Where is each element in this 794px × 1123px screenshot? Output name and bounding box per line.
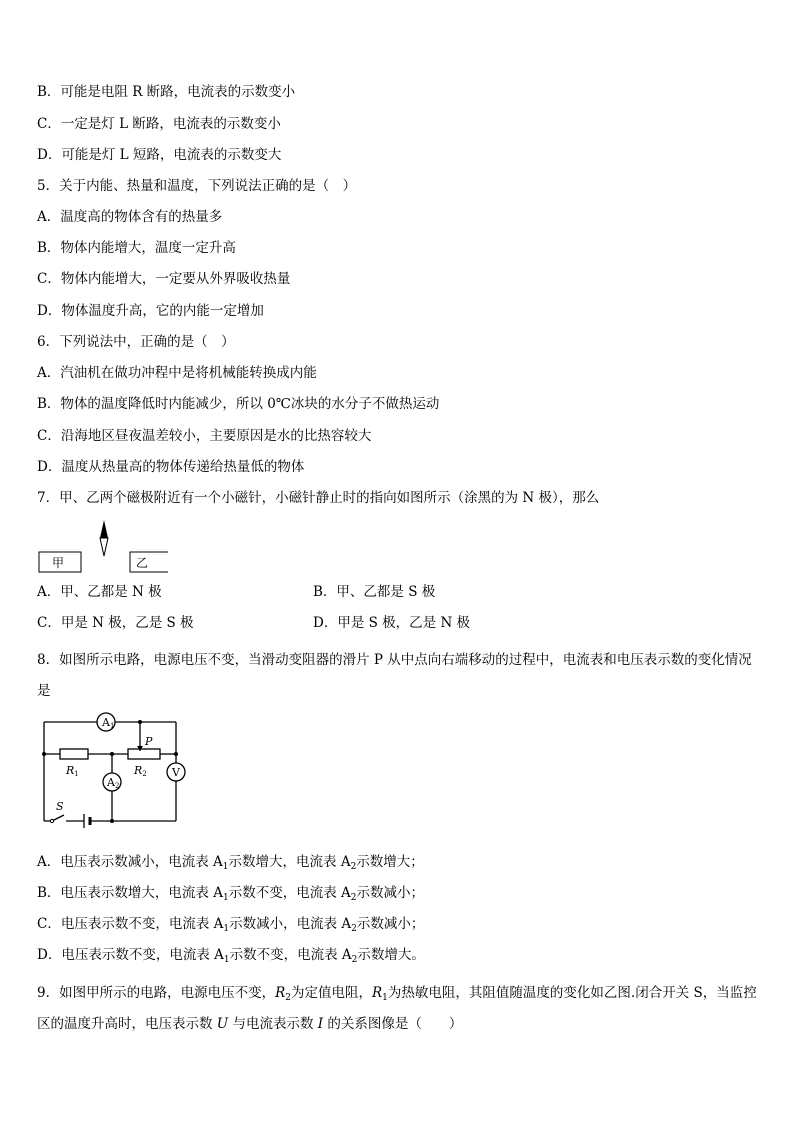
switch-pivot [50, 819, 53, 822]
label-r1: R1 [66, 764, 79, 778]
q8-option-a: A．电压表示数减小，电流表 $A_1$示数增大，电流表 $A_2$示数增大； [37, 854, 424, 872]
q6-option-a: A．汽油机在做功冲程中是将机械能转换成内能 [37, 365, 317, 381]
q6-stem: 6．下列说法中，正确的是（ ） [37, 334, 235, 350]
q8-option-b: B．电压表示数增大，电流表 $A_1$示数不变，电流表 $A_2$示数减小； [37, 885, 424, 903]
q7-option-b: B．甲、乙都是 S 极 [313, 584, 436, 600]
q8-option-d: D．电压表示数不变，电流表 $A_1$示数不变，电流表 $A_2$示数增大。 [37, 947, 425, 965]
q5-stem: 5．关于内能、热量和温度，下列说法正确的是（ ） [37, 178, 357, 194]
resistor-r1 [60, 749, 88, 759]
q7-option-c: C．甲是 N 极，乙是 S 极 [37, 615, 194, 631]
junction-dot [138, 720, 142, 724]
junction-dot [174, 752, 178, 756]
junction-dot [110, 819, 114, 823]
label-a1: A1 [102, 716, 115, 730]
label-v: V [172, 766, 180, 779]
label-r2: R2 [134, 764, 147, 778]
rheostat-r2 [128, 749, 160, 759]
q7-magnet-figure [36, 518, 176, 576]
q5-option-d: D．物体温度升高，它的内能一定增加 [37, 303, 264, 319]
junction-dot [42, 752, 46, 756]
label-a2: A2 [107, 776, 120, 790]
q5-option-c: C．物体内能增大，一定要从外界吸收热量 [37, 271, 291, 287]
q8-option-c: C．电压表示数不变，电流表 $A_1$示数减小，电流表 $A_2$示数减小； [37, 916, 425, 934]
q5-option-b: B．物体内能增大，温度一定升高 [37, 240, 236, 256]
q5-option-a: A．温度高的物体含有的热量多 [37, 209, 223, 225]
q6-option-c: C．沿海地区昼夜温差较小，主要原因是水的比热容较大 [37, 428, 372, 444]
q6-option-d: D．温度从热量高的物体传递给热量低的物体 [37, 459, 305, 475]
compass-needle-south [100, 538, 108, 556]
q7-option-d: D．甲是 S 极，乙是 N 极 [313, 615, 471, 631]
label-s: S [56, 800, 64, 813]
q4-option-c: C．一定是灯 L 断路，电流表的示数变小 [37, 116, 281, 132]
q6-option-b: B．物体的温度降低时内能减少，所以 0℃冰块的水分子不做热运动 [37, 396, 440, 412]
compass-needle-north [100, 520, 108, 538]
magnet-jia-label: 甲 [51, 556, 65, 570]
q7-option-a: A．甲、乙都是 N 极 [37, 584, 162, 600]
q8-circuit-figure [36, 711, 196, 833]
label-p: P [145, 735, 153, 748]
magnet-yi-label: 乙 [135, 556, 149, 570]
q4-option-b: B．可能是电阻 R 断路，电流表的示数变小 [37, 84, 296, 100]
q9-stem: 9．如图甲所示的电路，电源电压不变，$R_2$为定值电阻，$R_1$为热敏电阻，其阻值随温度的变化如乙图.闭合开关 S，当监控区的温度升高时，电压表示数 U 与电流表示数 I 的关系图像是（ ） [37, 985, 757, 1032]
junction-dot [110, 752, 114, 756]
q8-stem: 8．如图所示电路，电源电压不变，当滑动变阻器的滑片 P 从中点向右端移动的过程中，电流表和电压表示数的变化情况是 [37, 652, 752, 699]
q4-option-d: D．可能是灯 L 短路，电流表的示数变大 [37, 147, 282, 163]
q7-stem: 7．甲、乙两个磁极附近有一个小磁针，小磁针静止时的指向如图所示（涂黑的为 N 极），那么 [37, 490, 600, 506]
